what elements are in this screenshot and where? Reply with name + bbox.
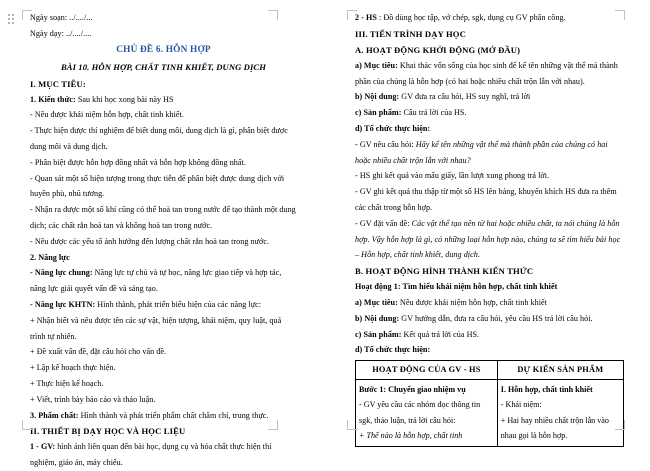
nang-luc-chung: - Năng lực chung: Năng lực tự chủ và tự học, năng lực giao tiếp và hợp tác, năng lực giải quyết vấn đề và sáng tạo. <box>30 268 282 294</box>
a-to-chuc-heading: d) Tổ chức thực hiện: <box>355 123 431 133</box>
table-row <box>356 379 624 446</box>
table-cell-activity <box>356 379 498 446</box>
table-header-product: DỰ KIẾN SẢN PHẨM <box>497 361 623 380</box>
section-heading-b: B. HOẠT ĐỘNG HÌNH THÀNH KIẾN THỨC <box>355 266 534 277</box>
kien-thuc-item: - Nêu được các yếu tố ảnh hưởng đến lượng chất rắn hoà tan trong nước. <box>30 236 270 246</box>
table-header-activity: HOẠT ĐỘNG CỦA GV - HS <box>356 361 498 380</box>
b-muc-tieu-line: a) Mục tiêu: Nêu được khái niệm hỗn hợp, chất tinh khiết <box>355 297 547 307</box>
section-heading-a: A. HOẠT ĐỘNG KHỞI ĐỘNG (MỞ ĐẦU) <box>355 44 521 55</box>
table-cell-line: + Thế nào là hỗn hợp, chất tinh <box>359 431 463 441</box>
ngay-day-line: Ngày dạy: ../..../.... <box>30 28 92 38</box>
a-step: - GV nêu câu hỏi: Hãy kể tên những vật thể mà thành phần của chúng có hai hoặc nhiều chất trộn lẫn với nhau? <box>355 139 608 165</box>
kien-thuc-item: - Thực hiện được thí nghiệm để biết dung môi, dung dịch là gì, phân biệt được dung môi và dung dịch. <box>30 126 288 151</box>
table-cell-line: - Khái niệm: <box>500 400 542 410</box>
a-step: - HS ghi kết quả vào mẩu giấy, lần lượt xung phong trả lời. <box>355 171 550 181</box>
section-heading-i: I. MỤC TIÊU: <box>30 78 86 89</box>
table-cell-product <box>497 379 623 446</box>
table-cell-line: I. Hỗn hợp, chất tinh khiết <box>500 384 593 394</box>
section-heading-iii: III. TIẾN TRÌNH DẠY HỌC <box>355 28 466 39</box>
page-right <box>325 0 650 441</box>
khtn-item: + Thực hiện kế hoạch. <box>30 378 104 388</box>
khtn-item: + Viết, trình bày báo cáo và thảo luận. <box>30 394 156 404</box>
document-title-sub: BÀI 10. HỖN HỢP, CHẤT TINH KHIẾT, DUNG DỊCH <box>60 61 267 72</box>
b-san-pham-line: c) Sản phẩm: Kết quả trả lời của HS. <box>355 329 480 339</box>
gv-resources-line: 1 - GV: hình ảnh liên quan đến bài học, dụng cụ và hóa chất thực hiện thí nghiệm, giáo án, máy chiếu. <box>30 442 272 468</box>
a-step: - GV ghi kết quả thu thập từ một số HS lên bảng, khuyến khích HS đưa ra thêm các chất trong hỗn hợp. <box>355 187 617 212</box>
b-to-chuc-heading: d) Tổ chức thực hiện: <box>355 345 431 355</box>
kien-thuc-item: - Quan sát một số hiện tượng trong thực tiễn để phân biệt được dung dịch với huyền phù, nhũ tương. <box>30 173 285 199</box>
a-noi-dung-line: b) Nội dung: GV đưa ra câu hỏi, HS suy nghĩ, trả lời <box>355 92 531 102</box>
kien-thuc-heading: 1. Kiến thức: Sau khi học xong bài này HS <box>30 94 174 104</box>
hoat-dong-1-heading: Hoạt động 1: Tìm hiểu khái niệm hỗn hợp, chất tinh khiết <box>355 282 558 292</box>
table-cell-line: - GV yêu cầu các nhóm đọc thông tin sgk, thảo luận, trả lời câu hỏi: <box>359 400 481 425</box>
table-cell-line: Bước 1: Chuyển giao nhiệm vụ <box>359 384 466 394</box>
activity-table <box>355 360 624 447</box>
section-heading-ii: II. THIẾT BỊ DẠY HỌC VÀ HỌC LIỆU <box>30 426 186 437</box>
table-header-row <box>356 361 624 380</box>
page-left <box>0 0 325 468</box>
nang-luc-heading: 2. Năng lực <box>30 252 70 262</box>
hs-resources-line: 2 - HS : Đồ dùng học tập, vở chép, sgk, dụng cụ GV phân công. <box>355 13 566 22</box>
nang-luc-khtn: - Năng lực KHTN: Hình thành, phát triển biểu hiện của các năng lực: <box>30 299 262 309</box>
table-cell-line: + Hai hay nhiều chất trộn lẫn vào nhau gọi là hỗn hợp. <box>500 415 609 441</box>
kien-thuc-item: - Nêu được khái niệm hỗn hợp, chất tinh khiết. <box>30 110 184 120</box>
khtn-item: + Đề xuất vấn đề, đặt câu hỏi cho vấn đề. <box>30 347 167 357</box>
a-san-pham-line: c) Sản phẩm: Câu trả lời của HS. <box>355 108 467 118</box>
pham-chat-line: 3. Phẩm chất: Hình thành và phát triển phẩm chất chăm chỉ, trung thực. <box>30 410 269 420</box>
ngay-soan-line: Ngày soạn: ../..../... <box>30 13 93 22</box>
a-step: - GV đặt vấn đề: Các vật thể tạo nên từ hai hoặc nhiều chất, ta nói chúng là hỗn hợp. Vậy hỗn hợp là gì, có những loại hỗn hợp nào, chúng ta sẽ tìm hiểu bài học – Hỗn hợp, chất tinh khiết, dung dịch. <box>355 218 621 260</box>
khtn-item: + Lập kế hoạch thực hiện. <box>30 363 116 373</box>
a-muc-tieu-line: a) Mục tiêu: Khai thác vốn sống của học sinh để kể tên những vật thể mà thành phần của chúng là hỗn hợp (có hai hoặc nhiều chất trộn lẫn với nhau). <box>355 60 618 86</box>
kien-thuc-item: - Phân biệt được hỗn hợp đồng nhất và hỗn hợp không đồng nhất. <box>30 157 246 167</box>
document-title-main: CHỦ ĐỀ 6. HỖN HỢP <box>116 44 211 55</box>
khtn-item: + Nhận biết và nêu được tên các sự vật, hiện tượng, khái niệm, quy luật, quá trình tự nhiên. <box>30 315 282 341</box>
paragraph-move-handle-icon[interactable] <box>8 14 15 25</box>
kien-thuc-item: - Nhận ra được một số khí cũng có thể hoà tan trong nước để tạo thành một dung dịch; các chất rắn hoà tan và không hoà tan trong nước. <box>30 205 296 230</box>
b-noi-dung-line: b) Nội dung: GV hướng dẫn, đưa ra câu hỏi, yêu cầu HS trả lời câu hỏi. <box>355 313 593 323</box>
